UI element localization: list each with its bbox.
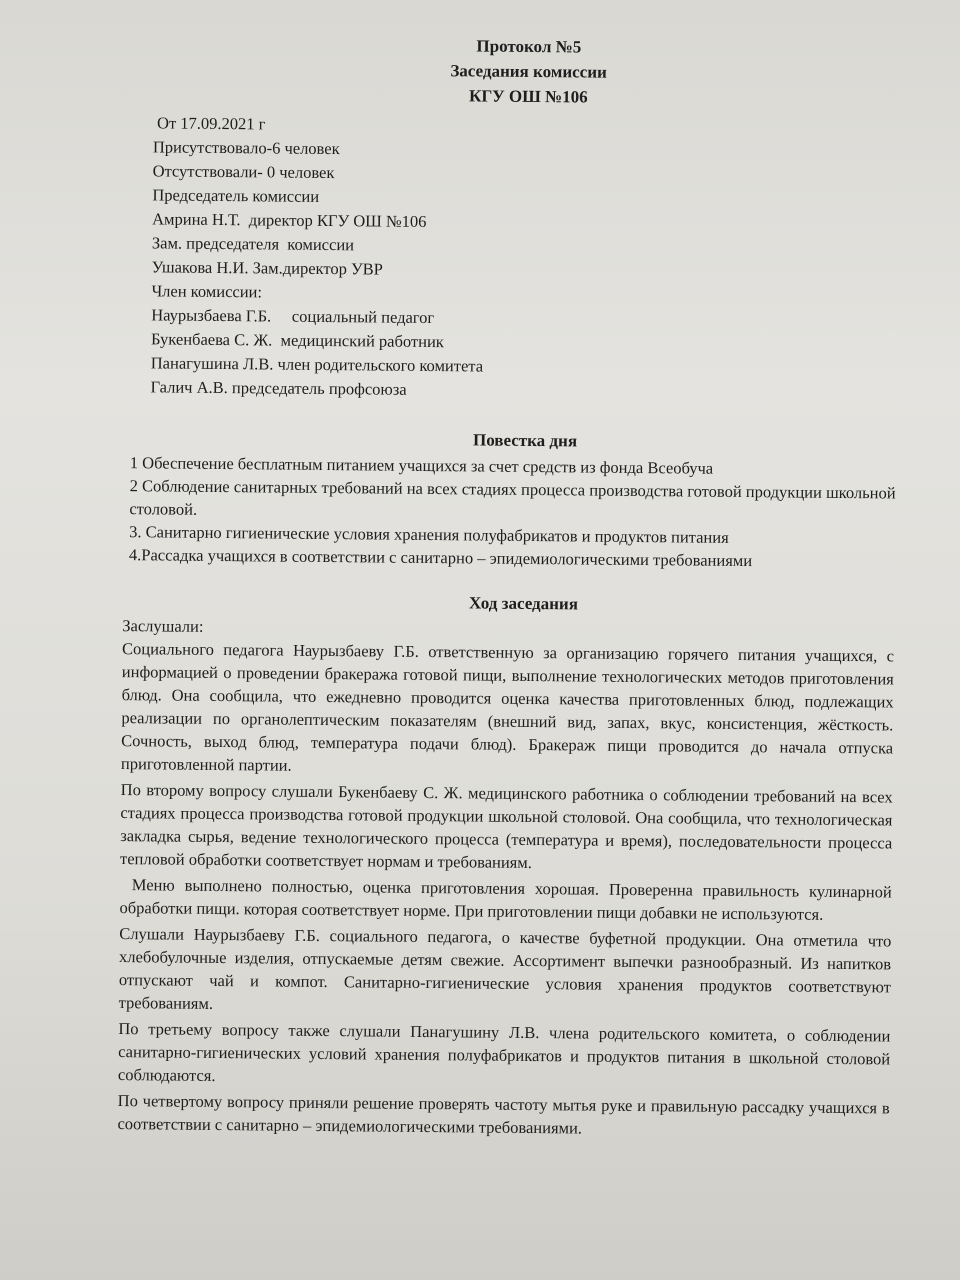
agenda-item: 1 Обеспечение бесплатным питанием учащихся за счет средств из фонда Всеобуча <box>129 453 714 478</box>
heard-label: Заслушали: <box>122 616 204 636</box>
proceedings-paragraph: По третьему вопросу также слушали Панагушину Л.В. члена родительского комитета, о соблюдении санитарно-гигиенических условий хранения полуфабрикатов и продуктов питания в школьной столовой соблюдаются. <box>117 1019 891 1085</box>
attendance-present: Присутствовало-6 человек <box>152 137 340 159</box>
proceedings-paragraph: По четвертому вопросу приняли решение проверять частоту мытья руке и правильную рассадку учащихся в соответствии с санитарно – эпидемиологическими требованиями. <box>117 1091 890 1138</box>
meeting-meta <box>150 111 899 406</box>
member-item: Наурызбаева Г.Б. социальный педагог <box>151 305 435 328</box>
proceedings-paragraph: Меню выполнено полностью, оценка приготовления хорошая. Проверенна правильность кулинарной обработки пищи. которая соответствует норме. При приготовлении пищи добавки не используются. <box>119 875 892 924</box>
document-content <box>107 30 900 1145</box>
members-title: Член комиссии: <box>151 281 263 302</box>
proceedings-paragraph: По второму вопросу слушали Букенбаеву С. Ж. медицинского работника о соблюдении требований на всех стадиях процесса производства готовой продукции школьной столовой. Она сообщила, что технологическая закладка сырья, ведение технологического процесса (температура и время), последовательности процесса тепловой обработки соответствует нормам и требованиям. <box>119 780 893 873</box>
document-header <box>117 30 900 113</box>
member-item: Галич А.В. председатель профсоюза <box>150 377 407 399</box>
attendance-absent: Отсутствовали- 0 человек <box>152 161 335 183</box>
agenda-item: 3. Санитарно гигиенические условия хранения полуфабрикатов и продуктов питания <box>129 522 729 547</box>
meeting-date: От 17.09.2021 г <box>157 113 266 134</box>
proceedings-paragraph: Слушали Наурызбаеву Г.Б. социального педагога, о качестве буфетной продукции. Она отметила что хлебобулочные изделия, отпускаемые детям свежие. Ассортимент выпечки разнообразный. Из напитков отпускают чай и компот. Санитарно-гигиенические условия хранения продуктов соответствуют требованиям. <box>118 924 892 1013</box>
agenda-item: 4.Рассадка учащихся в соответствии с санитарно – эпидемиологическими требованиями <box>128 545 753 571</box>
agenda-list <box>129 451 896 573</box>
school-name: КГУ ОШ №106 <box>468 86 588 107</box>
agenda-item: 2 Соблюдение санитарных требований на всех стадиях процесса производства готовой продукции школьной столовой. <box>129 476 896 519</box>
deputy-name: Ушакова Н.И. Зам.директор УВР <box>151 257 383 279</box>
meeting-title: Заседания комиссии <box>450 61 607 82</box>
proceedings-paragraph: Социального педагога Наурызбаеву Г.Б. ответственную за организацию горячего питания учащихся, с информацией о проведении бракеража готовой пищи, выполнение технологических методов приготовления блюд. Она сообщила, что ежедневно проводится оценка качества приготовленных блюд, подлежащих реализации по органолептическим показателям (внешний вид, запах, вкус, консистенция, жёсткость. Сочность, выход блюд, температура подачи блюд). Бракераж пищи проводится до начала отпуска приготовленной партии. <box>120 639 895 775</box>
chair-title: Председатель комиссии <box>152 185 320 206</box>
member-item: Букенбаева С. Ж. медицинский работник <box>150 329 444 352</box>
proceedings-body <box>117 614 894 1142</box>
agenda-heading: Повестка дня <box>472 430 578 451</box>
chair-name: Амрина Н.Т. директор КГУ ОШ №106 <box>152 209 427 231</box>
member-item: Панагушина Л.В. член родительского комитета <box>150 353 484 376</box>
deputy-title: Зам. председателя комиссии <box>151 233 355 255</box>
protocol-number: Протокол №5 <box>476 36 582 57</box>
proceedings-heading: Ход заседания <box>468 593 579 614</box>
